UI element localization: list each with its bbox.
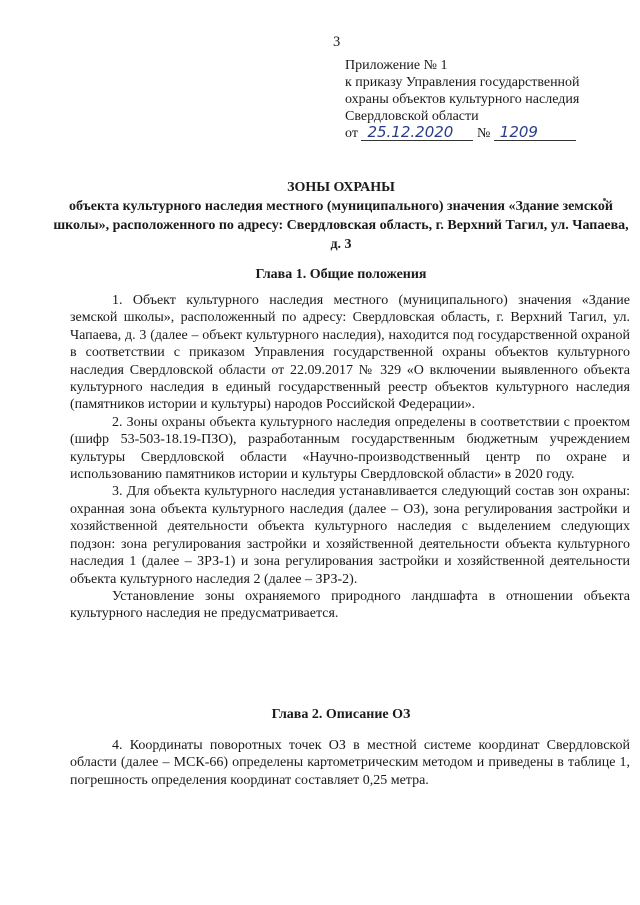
appendix-line-2: к приказу Управления государственной	[345, 75, 580, 90]
number-label: №	[476, 126, 491, 141]
appendix-block	[345, 57, 580, 142]
page-number: 3	[333, 34, 341, 50]
chapter-1-heading: Глава 1. Общие положения	[255, 267, 427, 282]
appendix-line-4: Свердловской области	[345, 109, 479, 124]
handwritten-number: 1209	[494, 125, 576, 141]
document-title	[52, 178, 630, 254]
paragraph-3: 3. Для объекта культурного наследия устанавливается следующий состав зон охраны: охранная зона объекта культурного наследия (далее – ОЗ), зона регулирования застройки и хозяйственной деятельности объекта культурного наследия с выделением следующих подзон: зона регулирования застройки и хозяйственной деятельности объекта культурного наследия 1 (далее – ЗРЗ-1) и зона регулирования застройки и хозяйственной деятельности объекта культурного наследия 2 (далее – ЗРЗ-2).	[70, 484, 630, 587]
title-line-1: ЗОНЫ ОХРАНЫ	[287, 180, 395, 195]
appendix-line-1: Приложение № 1	[345, 58, 448, 73]
paragraph-4: Установление зоны охраняемого природного ландшафта в отношении объекта культурного наследия не предусматривается.	[70, 588, 630, 622]
paragraph-2: 2. Зоны охраны объекта культурного наследия определены в соответствии с проектом (шифр 53-503-18.19-ПЗО), разработанным государственным бюджетным учреждением культуры Свердловской области «Научно-производственный центр по охране и использованию памятников истории и культуры Свердловской области» в 2020 году.	[70, 414, 630, 483]
paragraph-5: 4. Координаты поворотных точек ОЗ в местной системе координат Свердловской области (далее – МСК-66) определены картометрическим методом и приведены в таблице 1, погрешность определения координат составляет 0,25 метра.	[70, 738, 630, 788]
chapter-1-body	[70, 292, 630, 623]
paragraph-1: 1. Объект культурного наследия местного (муниципального) значения «Здание земской школы», расположенный по адресу: Свердловская область, г. Верхний Тагил, ул. Чапаева, д. 3 (далее – объект культурного наследия), находится под государственной охраной в соответствии с приказом Управления государственной охраны объектов культурного наследия Свердловской области от 22.09.2017 № 329 «О включении выявленного объекта культурного наследия в единый государственный реестр объектов культурного наследия (памятников истории и культуры) народов Российской Федерации».	[70, 293, 630, 413]
appendix-line-3: охраны объектов культурного наследия	[345, 92, 580, 107]
title-line-2: объекта культурного наследия местного (муниципального) значения «Здание земской школы», расположенного по адресу: Свердловская область, г. Верхний Тагил, ул. Чапаева, д. 3	[53, 199, 629, 252]
handwritten-date: 25.12.2020	[361, 125, 473, 141]
chapter-2-heading: Глава 2. Описание ОЗ	[271, 707, 411, 722]
appendix-date-line	[345, 125, 580, 142]
chapter-2-body	[70, 737, 630, 789]
from-label: от	[345, 126, 358, 141]
